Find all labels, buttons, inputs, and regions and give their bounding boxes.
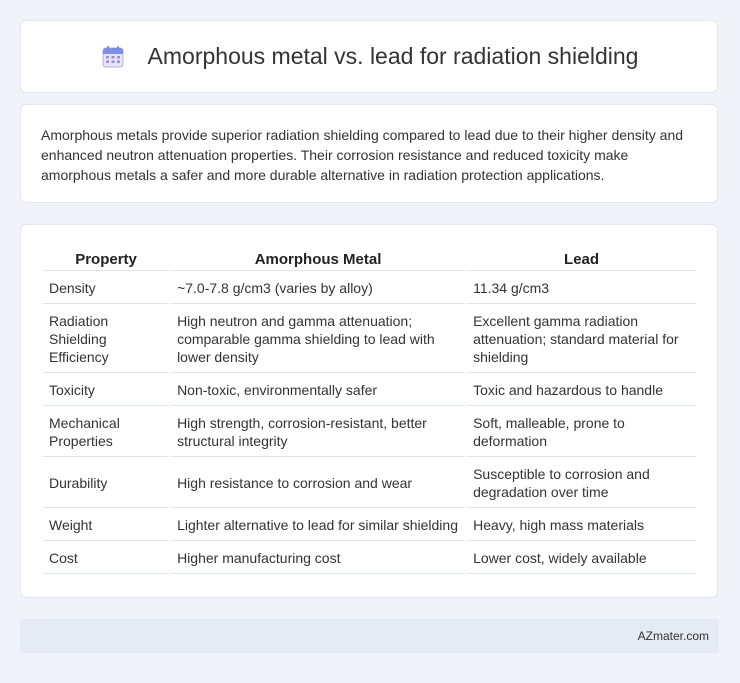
cell-amorphous-metal: Higher manufacturing cost	[171, 543, 465, 574]
footer-site-name: AZmater.com	[637, 629, 709, 643]
intro-paragraph: Amorphous metals provide superior radiation shielding compared to lead due to their higher density and enhanced neutron attenuation properties. Their corrosion resistance and reduced toxicity make amorphous metals a safer and more durable alternative in radiation protection applications.	[41, 127, 684, 183]
footer-bar	[20, 619, 719, 653]
cell-property: Density	[43, 273, 169, 304]
cell-property: Toxicity	[43, 375, 169, 406]
calendar-icon	[100, 44, 126, 70]
cell-property: Cost	[43, 543, 169, 574]
cell-lead: Heavy, high mass materials	[467, 510, 696, 541]
intro-card	[20, 104, 718, 203]
header-lead: Lead	[467, 247, 696, 271]
cell-lead: Soft, malleable, prone to deformation	[467, 408, 696, 457]
table-row	[43, 273, 696, 304]
cell-property: Mechanical Properties	[43, 408, 169, 457]
table-row	[43, 306, 696, 373]
table-row	[43, 375, 696, 406]
cell-lead: Lower cost, widely available	[467, 543, 696, 574]
title-card	[20, 20, 718, 93]
cell-amorphous-metal: Non-toxic, environmentally safer	[171, 375, 465, 406]
cell-lead: Excellent gamma radiation attenuation; standard material for shielding	[467, 306, 696, 373]
cell-amorphous-metal: ~7.0-7.8 g/cm3 (varies by alloy)	[171, 273, 465, 304]
comparison-table	[41, 245, 698, 576]
cell-lead: Toxic and hazardous to handle	[467, 375, 696, 406]
header-amorphous-metal: Amorphous Metal	[171, 247, 465, 271]
cell-property: Weight	[43, 510, 169, 541]
table-card	[20, 224, 718, 598]
header-property: Property	[43, 247, 169, 271]
cell-amorphous-metal: High neutron and gamma attenuation; comparable gamma shielding to lead with lower density	[171, 306, 465, 373]
cell-amorphous-metal: High resistance to corrosion and wear	[171, 459, 465, 508]
table-header-row	[43, 247, 696, 271]
cell-amorphous-metal: Lighter alternative to lead for similar shielding	[171, 510, 465, 541]
table-row	[43, 510, 696, 541]
table-row	[43, 459, 696, 508]
cell-lead: Susceptible to corrosion and degradation over time	[467, 459, 696, 508]
cell-property: Durability	[43, 459, 169, 508]
cell-lead: 11.34 g/cm3	[467, 273, 696, 304]
table-row	[43, 408, 696, 457]
page-title: Amorphous metal vs. lead for radiation shielding	[147, 43, 639, 69]
cell-property: Radiation Shielding Efficiency	[43, 306, 169, 373]
cell-amorphous-metal: High strength, corrosion-resistant, better structural integrity	[171, 408, 465, 457]
table-row	[43, 543, 696, 574]
